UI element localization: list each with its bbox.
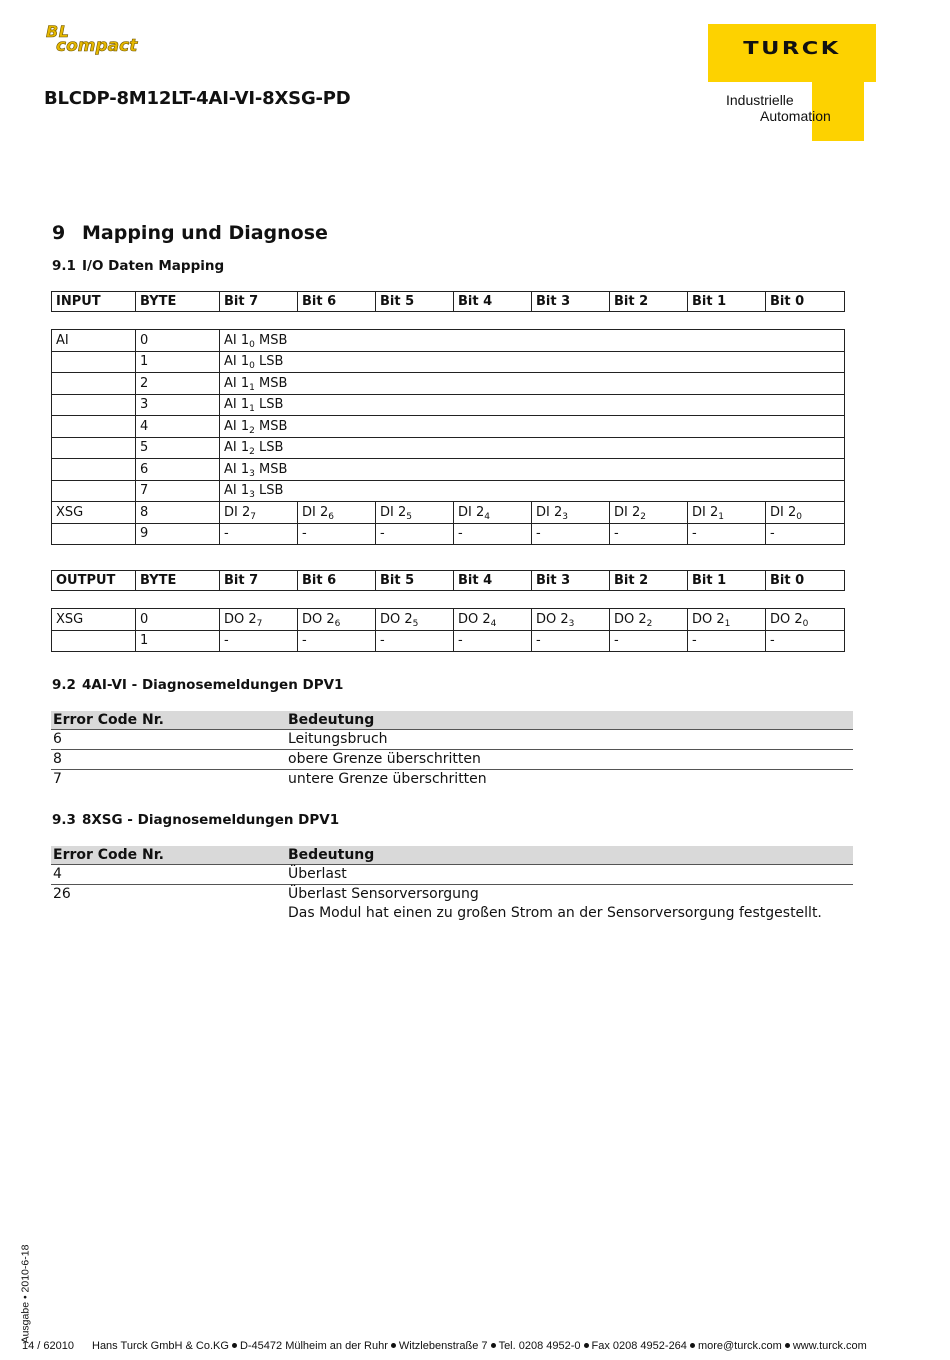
meaning-text: untere Grenze überschritten — [288, 771, 487, 787]
bit-cell: - — [298, 523, 376, 545]
value-cell — [220, 459, 298, 481]
column-header: Bit 7 — [220, 571, 298, 591]
bullet-separator — [584, 1343, 589, 1348]
byte-cell: 0 — [136, 609, 220, 631]
value-cell — [220, 330, 298, 352]
spanned-cell — [298, 437, 845, 459]
bit-cell: - — [454, 630, 532, 652]
cell-prefix: AI 1 — [224, 418, 250, 434]
bit-cell — [454, 609, 532, 631]
meaning-detail: Das Modul hat einen zu großen Strom an der Sensorversorgung festgestellt. — [288, 905, 822, 921]
bit-cell — [688, 502, 766, 524]
spanned-cell — [298, 480, 845, 502]
section-number: 9 — [52, 222, 66, 244]
cell-suffix: LSB — [254, 483, 284, 499]
meaning-text: Überlast — [288, 866, 347, 882]
input-header-table — [51, 291, 845, 312]
cell-prefix: DI 2 — [380, 504, 407, 520]
byte-cell: 6 — [136, 459, 220, 481]
byte-cell: 0 — [136, 330, 220, 352]
bit-cell — [532, 502, 610, 524]
byte-cell: 2 — [136, 373, 220, 395]
meaning-text: Leitungsbruch — [288, 731, 388, 747]
cell-prefix: AI 1 — [224, 332, 250, 348]
column-header: Bit 0 — [766, 571, 845, 591]
column-header: Bit 4 — [454, 292, 532, 312]
cell-subscript: 6 — [334, 618, 341, 629]
cell-prefix: AI 1 — [224, 461, 250, 477]
footer-item: Hans Turck GmbH & Co.KG — [92, 1340, 229, 1352]
table-row — [51, 729, 853, 749]
output-header-row — [52, 571, 845, 591]
spanned-cell — [298, 394, 845, 416]
bullet-separator — [491, 1343, 496, 1348]
cell-subscript: 1 — [249, 404, 255, 415]
table-row — [52, 351, 845, 373]
bit-cell: - — [532, 630, 610, 652]
cell-suffix: LSB — [254, 440, 284, 456]
byte-cell: 5 — [136, 437, 220, 459]
logo-text-bottom: compact — [56, 36, 138, 56]
column-header: Bit 5 — [376, 292, 454, 312]
meaning-text: Überlast Sensorversorgung — [288, 886, 479, 902]
footer-item: D-45472 Mülheim an der Ruhr — [239, 1340, 388, 1352]
column-header-error-code: Error Code Nr. — [53, 712, 164, 728]
cell-prefix: DI 2 — [536, 504, 563, 520]
section-heading — [52, 222, 328, 244]
group-cell: XSG — [52, 609, 136, 631]
cell-prefix: DI 2 — [770, 504, 797, 520]
bit-cell — [610, 502, 688, 524]
bit-cell: - — [376, 630, 454, 652]
column-header: BYTE — [136, 571, 220, 591]
bit-cell — [454, 502, 532, 524]
subsection-number: 9.2 — [52, 677, 76, 693]
column-header: Bit 5 — [376, 571, 454, 591]
bit-cell — [766, 609, 845, 631]
cell-subscript: 1 — [718, 511, 724, 522]
cell-prefix: AI 1 — [224, 440, 250, 456]
footer-item: Tel. 0208 4952-0 — [498, 1340, 581, 1352]
group-cell — [52, 373, 136, 395]
cell-subscript: 1 — [724, 618, 731, 629]
cell-subscript: 2 — [249, 425, 255, 436]
bit-cell: - — [610, 630, 688, 652]
cell-subscript: 2 — [249, 447, 255, 458]
table-row — [52, 437, 845, 459]
cell-prefix: DO 2 — [692, 611, 725, 627]
footer-item: Fax 0208 4952-264 — [591, 1340, 687, 1352]
bit-cell — [610, 609, 688, 631]
logo-text-top: BL — [46, 22, 70, 41]
subsection-number: 9.1 — [52, 258, 76, 274]
group-cell — [52, 416, 136, 438]
subsection-title: 4AI-VI - Diagnosemeldungen DPV1 — [82, 677, 344, 693]
column-header: OUTPUT — [52, 571, 136, 591]
column-header: Bit 4 — [454, 571, 532, 591]
column-header: Bit 7 — [220, 292, 298, 312]
cell-subscript: 7 — [250, 511, 256, 522]
cell-prefix: DO 2 — [614, 611, 647, 627]
cell-subscript: 6 — [328, 511, 334, 522]
cell-suffix: MSB — [254, 418, 288, 434]
bit-cell: - — [298, 630, 376, 652]
cell-subscript: 3 — [249, 468, 255, 479]
bl-compact-logo — [42, 22, 172, 56]
document-title: BLCDP-8M12LT-4AI-VI-8XSG-PD — [44, 88, 351, 109]
bullet-separator — [690, 1343, 695, 1348]
cell-subscript: 3 — [568, 618, 575, 629]
cell-prefix: DI 2 — [302, 504, 329, 520]
table-row — [51, 864, 853, 884]
byte-cell: 1 — [136, 630, 220, 652]
group-cell — [52, 523, 136, 545]
cell-prefix: DO 2 — [458, 611, 491, 627]
error-code: 26 — [53, 886, 71, 902]
bit-cell: - — [376, 523, 454, 545]
bullet-separator — [232, 1343, 237, 1348]
group-cell — [52, 351, 136, 373]
bit-cell: - — [766, 523, 845, 545]
cell-prefix: DI 2 — [458, 504, 485, 520]
cell-prefix: DI 2 — [614, 504, 641, 520]
input-mapping-table — [51, 329, 845, 545]
bit-cell — [298, 609, 376, 631]
cell-suffix: LSB — [254, 397, 284, 413]
column-header-meaning: Bedeutung — [288, 712, 375, 728]
bit-cell: - — [220, 523, 298, 545]
cell-prefix: AI 1 — [224, 397, 250, 413]
value-cell — [220, 480, 298, 502]
spanned-cell — [298, 330, 845, 352]
cell-prefix: AI 1 — [224, 483, 250, 499]
group-cell — [52, 630, 136, 652]
footer-item: www.turck.com — [792, 1340, 867, 1352]
group-cell — [52, 394, 136, 416]
output-mapping-table — [51, 608, 845, 652]
diagnosis-table-header — [51, 846, 853, 864]
cell-prefix: DI 2 — [224, 504, 251, 520]
bit-cell: - — [220, 630, 298, 652]
brand-tagline-line1: Industrielle — [726, 92, 794, 108]
cell-subscript: 0 — [249, 339, 255, 350]
cell-subscript: 4 — [484, 511, 490, 522]
column-header: Bit 2 — [610, 571, 688, 591]
bit-cell: - — [532, 523, 610, 545]
meaning-text: obere Grenze überschritten — [288, 751, 481, 767]
table-row — [51, 884, 853, 923]
bit-cell: - — [688, 523, 766, 545]
section-title: Mapping und Diagnose — [82, 222, 328, 244]
subsection-heading-9-1 — [52, 258, 224, 274]
cell-prefix: DO 2 — [302, 611, 335, 627]
error-code: 8 — [53, 751, 62, 767]
edition-date: Ausgabe • 2010-6-18 — [19, 1244, 32, 1344]
byte-cell: 1 — [136, 351, 220, 373]
table-row — [52, 373, 845, 395]
column-header: Bit 3 — [532, 292, 610, 312]
cell-prefix: AI 1 — [224, 354, 250, 370]
group-cell: AI — [52, 330, 136, 352]
diagnosis-table-8xsg — [51, 846, 853, 923]
cell-prefix: DO 2 — [770, 611, 803, 627]
table-row — [52, 394, 845, 416]
error-code: 7 — [53, 771, 62, 787]
cell-subscript: 3 — [562, 511, 568, 522]
spanned-cell — [298, 459, 845, 481]
column-header: Bit 1 — [688, 571, 766, 591]
spanned-cell — [298, 416, 845, 438]
column-header: Bit 0 — [766, 292, 845, 312]
value-cell — [220, 394, 298, 416]
column-header: Bit 2 — [610, 292, 688, 312]
byte-cell: 8 — [136, 502, 220, 524]
subsection-title: 8XSG - Diagnosemeldungen DPV1 — [82, 812, 340, 828]
cell-prefix: DO 2 — [536, 611, 569, 627]
bit-cell — [220, 502, 298, 524]
footer-item: more@turck.com — [697, 1340, 782, 1352]
cell-subscript: 2 — [646, 618, 653, 629]
bit-cell: - — [610, 523, 688, 545]
column-header: Bit 6 — [298, 571, 376, 591]
table-row — [52, 416, 845, 438]
cell-subscript: 2 — [640, 511, 646, 522]
bit-cell: - — [688, 630, 766, 652]
bit-cell — [220, 609, 298, 631]
cell-subscript: 4 — [490, 618, 497, 629]
page-number: 14 / 62010 — [22, 1340, 74, 1352]
bit-cell — [532, 609, 610, 631]
table-row — [52, 609, 845, 631]
cell-suffix: MSB — [254, 332, 288, 348]
subsection-title: I/O Daten Mapping — [82, 258, 225, 274]
cell-suffix: MSB — [254, 375, 288, 391]
byte-cell: 4 — [136, 416, 220, 438]
page-footer — [22, 1340, 867, 1352]
bit-cell: - — [454, 523, 532, 545]
value-cell — [220, 416, 298, 438]
group-cell — [52, 459, 136, 481]
cell-prefix: DO 2 — [224, 611, 257, 627]
subsection-heading-9-3 — [52, 812, 339, 828]
spanned-cell — [298, 373, 845, 395]
brand-tagline-line2: Automation — [760, 108, 831, 124]
column-header: Bit 3 — [532, 571, 610, 591]
byte-cell: 3 — [136, 394, 220, 416]
bit-cell: - — [766, 630, 845, 652]
bullet-separator — [391, 1343, 396, 1348]
cell-prefix: DI 2 — [692, 504, 719, 520]
bit-cell — [766, 502, 845, 524]
cell-suffix: LSB — [254, 354, 284, 370]
output-header-table — [51, 570, 845, 591]
group-cell: XSG — [52, 502, 136, 524]
cell-subscript: 1 — [249, 382, 255, 393]
cell-suffix: MSB — [254, 461, 288, 477]
column-header-meaning: Bedeutung — [288, 847, 375, 863]
cell-subscript: 0 — [796, 511, 802, 522]
turck-logo-text: TURCK — [743, 38, 841, 59]
table-row — [51, 769, 853, 789]
table-row — [52, 502, 845, 524]
spanned-cell — [298, 351, 845, 373]
cell-subscript: 0 — [802, 618, 809, 629]
value-cell — [220, 373, 298, 395]
bit-cell — [298, 502, 376, 524]
diagnosis-table-4ai — [51, 711, 853, 789]
diagnosis-table-header — [51, 711, 853, 729]
byte-cell: 7 — [136, 480, 220, 502]
column-header: INPUT — [52, 292, 136, 312]
column-header: Bit 6 — [298, 292, 376, 312]
table-row — [52, 523, 845, 545]
cell-subscript: 5 — [406, 511, 412, 522]
input-header-row — [52, 292, 845, 312]
subsection-heading-9-2 — [52, 677, 343, 693]
table-row — [51, 749, 853, 769]
cell-prefix: AI 1 — [224, 375, 250, 391]
group-cell — [52, 437, 136, 459]
bit-cell — [376, 502, 454, 524]
bullet-separator — [785, 1343, 790, 1348]
cell-prefix: DO 2 — [380, 611, 413, 627]
error-code: 4 — [53, 866, 62, 882]
cell-subscript: 7 — [256, 618, 263, 629]
column-header-error-code: Error Code Nr. — [53, 847, 164, 863]
table-row — [52, 330, 845, 352]
column-header: BYTE — [136, 292, 220, 312]
table-row — [52, 630, 845, 652]
value-cell — [220, 351, 298, 373]
table-row — [52, 480, 845, 502]
cell-subscript: 3 — [249, 490, 255, 501]
bit-cell — [376, 609, 454, 631]
group-cell — [52, 480, 136, 502]
footer-item: Witzlebenstraße 7 — [398, 1340, 488, 1352]
cell-subscript: 0 — [249, 361, 255, 372]
subsection-number: 9.3 — [52, 812, 76, 828]
byte-cell: 9 — [136, 523, 220, 545]
error-code: 6 — [53, 731, 62, 747]
cell-subscript: 5 — [412, 618, 419, 629]
table-row — [52, 459, 845, 481]
bit-cell — [688, 609, 766, 631]
column-header: Bit 1 — [688, 292, 766, 312]
value-cell — [220, 437, 298, 459]
